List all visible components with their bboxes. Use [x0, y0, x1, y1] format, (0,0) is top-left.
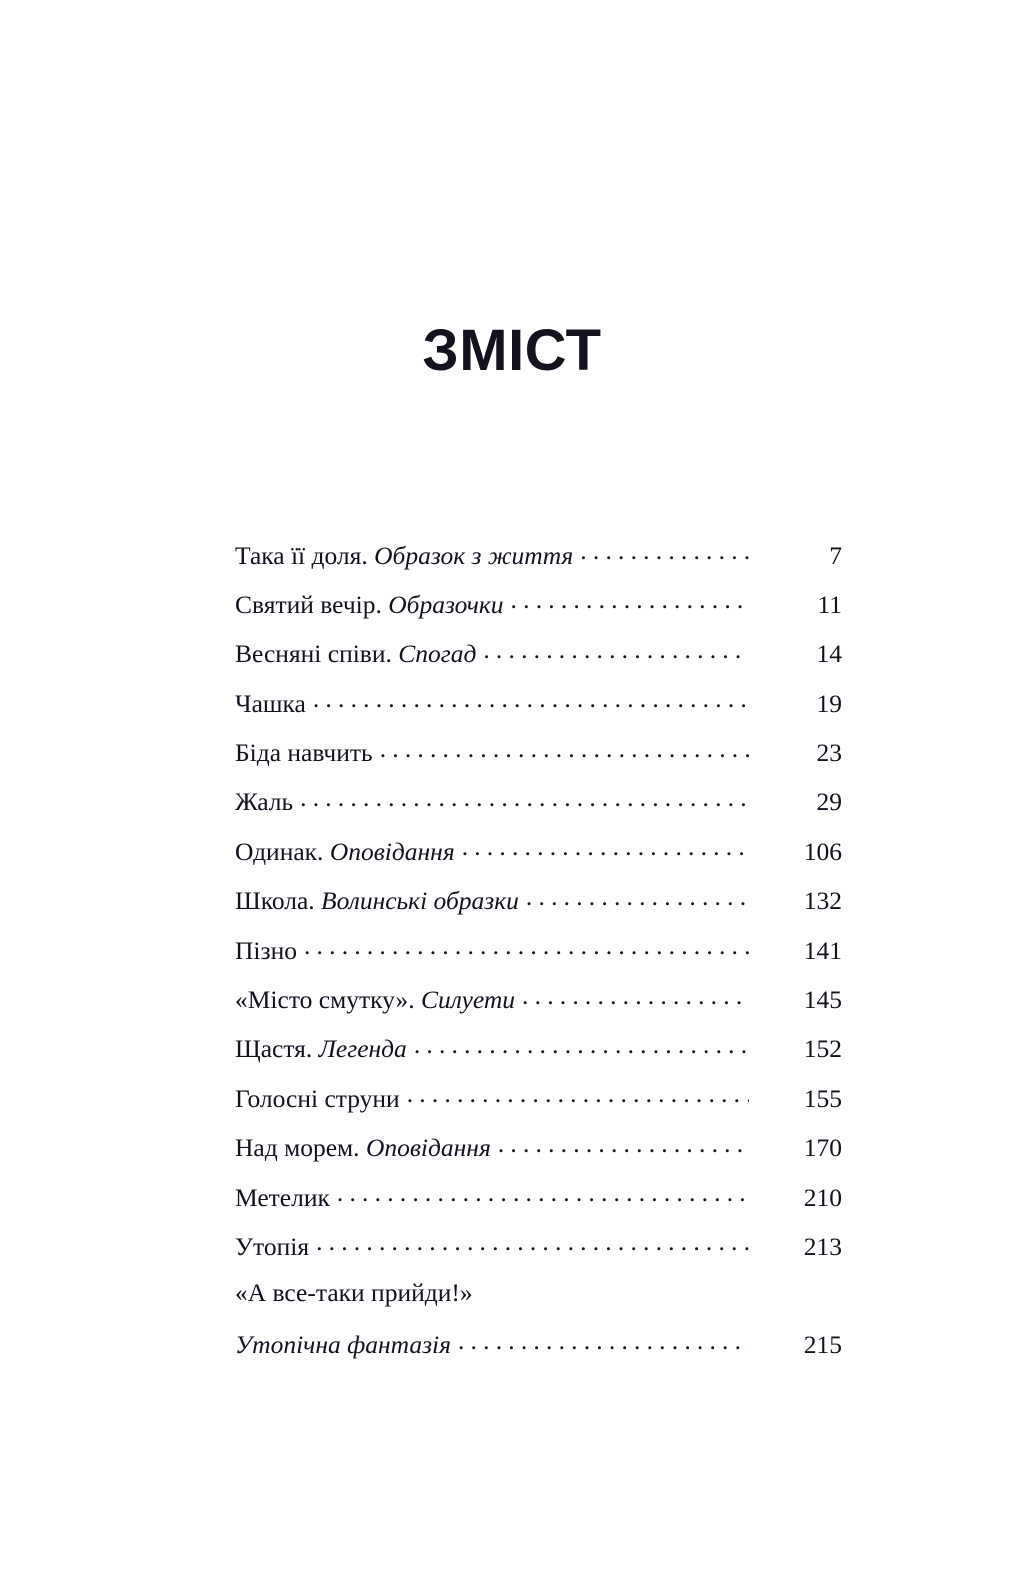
- toc-entry-line: [235, 983, 842, 1015]
- toc-entry-page-number: 14: [816, 639, 842, 669]
- toc-entry-title-main: Одинак.: [235, 836, 324, 866]
- toc-entry-line: [235, 884, 842, 916]
- toc-entry[interactable]: [235, 633, 842, 682]
- toc-entry-page-number: 155: [803, 1083, 842, 1113]
- toc-entry-page-number: 170: [803, 1133, 842, 1163]
- toc-entry-title: [235, 838, 455, 866]
- toc-entry-title: [235, 937, 297, 965]
- toc-entry-title-main: Така її доля.: [235, 540, 368, 570]
- toc-entry[interactable]: [235, 534, 842, 583]
- toc-entry-title: [235, 690, 306, 718]
- toc-entry[interactable]: [235, 1225, 842, 1274]
- dot-leader: [458, 1328, 749, 1354]
- toc-entry-title: [235, 1085, 400, 1113]
- toc-entry-subtitle: Образок з життя: [374, 540, 574, 570]
- dot-leader: [316, 1229, 749, 1255]
- toc-entry-title: [235, 1184, 330, 1212]
- toc-entry[interactable]: [235, 583, 842, 632]
- toc-entry-title: [235, 986, 515, 1014]
- toc-entry-line: [235, 1328, 842, 1360]
- toc-entry-line: [235, 538, 842, 570]
- toc-entry-title: [235, 1134, 491, 1162]
- toc-entry-line: [235, 1131, 842, 1163]
- toc-entry-page-number: 145: [803, 985, 842, 1015]
- toc-entry-line: [235, 1081, 842, 1113]
- toc-entry-title-main: «Місто смутку».: [235, 985, 415, 1015]
- toc-entry-title-main: Пізно: [235, 935, 297, 965]
- toc-entry-line: [235, 736, 842, 768]
- toc-entry-line: [235, 1229, 842, 1261]
- toc-entry-page-number: 106: [803, 836, 842, 866]
- toc-entry[interactable]: [235, 929, 842, 978]
- toc-entry-line: [235, 686, 842, 718]
- toc-entry-page-number: 141: [803, 935, 842, 965]
- dot-leader: [580, 538, 749, 564]
- dot-leader: [407, 1081, 749, 1107]
- dot-leader: [522, 983, 749, 1009]
- toc-entry-page-number: 213: [803, 1231, 842, 1261]
- dot-leader: [300, 785, 749, 811]
- toc-entry[interactable]: [235, 979, 842, 1028]
- toc-entry-page-number: 11: [817, 589, 842, 619]
- toc-entry-line: [235, 1032, 842, 1064]
- toc-entry-page-number: 215: [803, 1330, 842, 1360]
- toc-entry-subtitle: Легенда: [318, 1034, 407, 1064]
- dot-leader: [498, 1131, 749, 1157]
- toc-entry-title: [235, 788, 293, 816]
- toc-entry-page-number: 210: [803, 1182, 842, 1212]
- toc-entry-title-main: Метелик: [235, 1182, 330, 1212]
- toc-entry-subtitle: Оповідання: [329, 836, 455, 866]
- toc-entry-title-main: Голосні струни: [235, 1083, 400, 1113]
- toc-entry-title: [235, 887, 519, 915]
- toc-entry-subtitle: Спогад: [398, 639, 477, 669]
- toc-entry-title-main: Жаль: [235, 787, 294, 817]
- toc-entry-title-main: Святий вечір.: [235, 589, 382, 619]
- dot-leader: [483, 637, 749, 663]
- toc-entry[interactable]: [235, 1127, 842, 1176]
- toc-entry-title: [235, 1233, 309, 1261]
- toc-entry[interactable]: [235, 1176, 842, 1225]
- toc-entry[interactable]: [235, 1077, 842, 1126]
- toc-entry-line: [235, 933, 842, 965]
- toc-entry-subtitle: Утопічна фантазія: [235, 1330, 451, 1360]
- toc-entry-page-number: 19: [816, 688, 842, 718]
- dot-leader: [511, 587, 749, 613]
- toc-entry-title-main: Чашка: [235, 688, 306, 718]
- toc-entry-title: [235, 591, 504, 619]
- toc-entry-title-main: Біда навчить: [235, 738, 373, 768]
- dot-leader: [526, 884, 749, 910]
- toc-entry-line: [235, 1180, 842, 1212]
- toc-entry-subtitle: Волинські образки: [321, 886, 519, 916]
- toc-entry-page-number: 132: [803, 886, 842, 916]
- toc-entry[interactable]: [235, 880, 842, 929]
- toc-entry[interactable]: [235, 781, 842, 830]
- toc-entry-title-main: Утопія: [235, 1231, 310, 1261]
- toc-entry-title-main: Щастя.: [235, 1034, 313, 1064]
- toc-entry-subtitle: Образочки: [388, 589, 504, 619]
- toc-entry-line: [235, 834, 842, 866]
- toc-entry[interactable]: [235, 732, 842, 781]
- toc-entry-subtitle: Оповідання: [365, 1133, 491, 1163]
- dot-leader: [337, 1180, 749, 1206]
- toc-entry-title-main: Школа.: [235, 886, 315, 916]
- toc-entry[interactable]: [235, 1275, 842, 1374]
- toc-entry-page-number: 7: [829, 540, 842, 570]
- table-of-contents-list: [235, 534, 842, 1374]
- toc-entry-line: [235, 785, 842, 817]
- toc-entry-title: [235, 640, 476, 668]
- toc-entry-title-main: Весняні співи.: [235, 639, 392, 669]
- page-title: ЗМІСТ: [422, 318, 602, 383]
- toc-entry-page-number: 152: [803, 1034, 842, 1064]
- toc-entry[interactable]: [235, 682, 842, 731]
- toc-entry-line: [235, 637, 842, 669]
- toc-entry[interactable]: [235, 830, 842, 879]
- dot-leader: [313, 686, 749, 712]
- dot-leader: [462, 834, 749, 860]
- toc-entry-title: [235, 1035, 407, 1063]
- toc-entry-title: «А все-таки прийди!»: [235, 1277, 473, 1307]
- toc-entry[interactable]: [235, 1028, 842, 1077]
- toc-entry-title: [235, 542, 573, 570]
- toc-entry-page-number: 23: [816, 738, 842, 768]
- toc-entry-title-main: Над морем.: [235, 1133, 360, 1163]
- dot-leader: [414, 1032, 749, 1058]
- toc-entry-title: [235, 739, 373, 767]
- toc-entry-line: [235, 587, 842, 619]
- toc-entry-subtitle: Силуети: [421, 985, 516, 1015]
- dot-leader: [380, 736, 749, 762]
- dot-leader: [304, 933, 749, 959]
- toc-entry-page-number: 29: [816, 787, 842, 817]
